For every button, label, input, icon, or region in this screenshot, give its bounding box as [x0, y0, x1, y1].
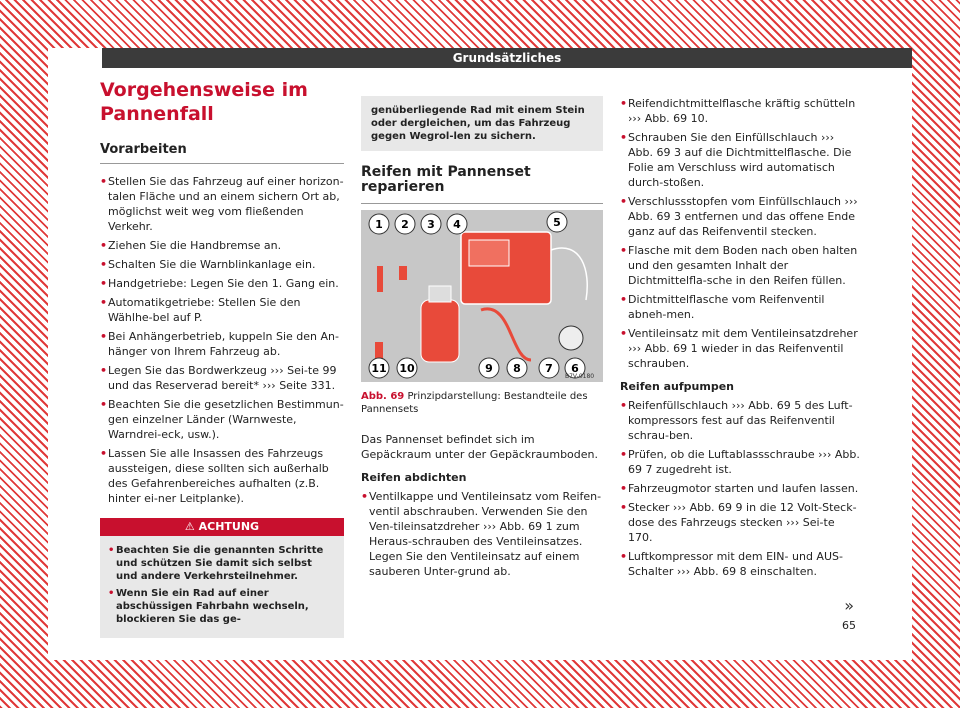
figure-label: 10 — [399, 362, 415, 375]
bullet-icon: • — [100, 239, 108, 252]
bullet-icon: • — [620, 97, 628, 110]
list-item: • Bei Anhängerbetrieb, kuppeln Sie den An-hänger von Ihrem Fahrzeug ab. — [100, 330, 339, 358]
bullet-icon: • — [620, 327, 628, 340]
figure-label: 7 — [545, 362, 553, 375]
bullet-icon: • — [620, 399, 628, 412]
bullet-icon: • — [620, 131, 628, 144]
figure-label: 4 — [453, 218, 461, 231]
list-item: • Luftkompressor mit dem EIN- und AUS-Schalter ››› Abb. 69 8 einschalten. — [620, 550, 843, 578]
figure-label: 5 — [553, 216, 561, 229]
bullet-icon: • — [100, 277, 108, 290]
figure-label: 2 — [401, 218, 409, 231]
list-item: • Fahrzeugmotor starten und laufen lassen. — [620, 482, 859, 495]
page-number: 65 — [842, 619, 856, 632]
list-item: • Beachten Sie die gesetzlichen Bestimmun-gen einzelner Länder (Warnweste, Warndrei-eck, usw.). — [100, 398, 344, 441]
column-3 — [620, 96, 860, 583]
list-item: • Stellen Sie das Fahrzeug auf einer horizon-talen Fläche und an einem sichern Ort ab, möglichst weit weg vom fließenden Verkehr. — [100, 175, 344, 233]
section-title: Reifen mit Pannenset reparieren — [361, 165, 603, 204]
bullet-icon: • — [620, 293, 628, 306]
list-item: • Lassen Sie alle Insassen des Fahrzeugs aussteigen, diese sollten sich außerhalb des Gefahrenbereiches aufhalten (z.B. hinter ei-ner Leitplanke). — [100, 447, 329, 505]
column-1 — [100, 78, 344, 638]
figure-code: B7V-0180 — [565, 373, 595, 380]
warning-icon: ⚠ — [184, 520, 199, 533]
bullet-icon: • — [620, 501, 628, 514]
list-item: • Wenn Sie ein Rad auf einer abschüssigen Fahrbahn wechseln, blockieren Sie das ge- — [108, 588, 309, 625]
list-item: • Automatikgetriebe: Stellen Sie den Wählhe-bel auf P. — [100, 296, 301, 324]
divider — [100, 163, 344, 164]
section-subtitle: Vorarbeiten — [100, 142, 187, 157]
list-item: • Ventilkappe und Ventileinsatz vom Reifen-ventil abschrauben. Verwenden Sie den Ven-tileinsatzdreher ››› Abb. 69 1 zum Heraus-schrauben des Ventileinsatzes. Legen Sie den Ventileinsatz auf einem sauberen Unter-grund ab. — [361, 490, 602, 578]
list-item: • Verschlussstopfen vom Einfüllschlauch ››› Abb. 69 3 entfernen und das offene Ende ganz auf das Reifenventil stecken. — [620, 195, 858, 238]
bullet-icon: • — [100, 398, 108, 411]
caption-text: Prinzipdarstellung: Bestandteile des Pannensets — [361, 391, 588, 415]
list-item: • Reifenfüllschlauch ››› Abb. 69 5 des Luft-kompressors fest auf das Reifenventil schrau-ben. — [620, 399, 853, 442]
column-2 — [361, 96, 603, 583]
figure-label: 11 — [371, 362, 387, 375]
list-item: • Schrauben Sie den Einfüllschlauch ››› Abb. 69 3 auf die Dichtmittelflasche. Die Folie am Verschluss wird automatisch durch-stoßen. — [620, 131, 852, 189]
list-item: • Reifendichtmittelflasche kräftig schütteln ››› Abb. 69 10. — [620, 97, 856, 125]
bullet-list — [100, 174, 344, 506]
figure-label: 6 — [571, 362, 579, 375]
list-item: • Ziehen Sie die Handbremse an. — [100, 239, 282, 252]
list-item: • Dichtmittelflasche vom Reifenventil abneh-men. — [620, 293, 825, 321]
bullet-icon: • — [620, 448, 628, 461]
subheading-aufpumpen: Reifen aufpumpen — [620, 380, 734, 393]
figure-label: 9 — [485, 362, 493, 375]
warning-box — [100, 536, 344, 638]
page-title: Vorgehensweise im Pannenfall — [100, 79, 308, 125]
page — [48, 48, 912, 660]
subheading-abdichten: Reifen abdichten — [361, 471, 467, 484]
bullet-icon: • — [620, 550, 628, 563]
list-item: • Schalten Sie die Warnblinkanlage ein. — [100, 258, 316, 271]
bullet-icon: • — [620, 195, 628, 208]
bullet-icon: • — [620, 244, 628, 257]
intro-text: Das Pannenset befindet sich im Gepäckraum unter der Gepäckraumboden. — [361, 433, 599, 461]
warning-header — [100, 518, 344, 536]
list-item: • Ventileinsatz mit dem Ventileinsatzdreher ››› Abb. 69 1 wieder in das Reifenventil schrauben. — [620, 327, 858, 370]
pannenset-illustration — [361, 210, 603, 382]
warning-continuation: genüberliegende Rad mit einem Stein oder dergleichen, um das Fahrzeug gegen Wegrol-len zu sichern. — [361, 96, 603, 151]
list-item: • Legen Sie das Bordwerkzeug ››› Sei-te 99 und das Reserverad bereit* ››› Seite 331. — [100, 364, 337, 392]
bullet-icon: • — [100, 330, 108, 343]
bullet-icon: • — [100, 364, 108, 377]
figure-pannenset — [361, 210, 603, 382]
warning-title: ACHTUNG — [198, 520, 260, 533]
figure-label: 1 — [375, 218, 383, 231]
continue-arrow: » — [844, 596, 854, 615]
caption-ref: Abb. 69 — [361, 391, 405, 402]
list-item: • Beachten Sie die genannten Schritte und schützen Sie damit sich selbst und andere Verkehrsteilnehmer. — [108, 545, 324, 582]
list-item: • Handgetriebe: Legen Sie den 1. Gang ein. — [100, 277, 339, 290]
list-item: • Flasche mit dem Boden nach oben halten und den gesamten Inhalt der Dichtmittelfla-sche in den Reifen füllen. — [620, 244, 858, 287]
figure-caption — [361, 390, 603, 416]
page-header: Grundsätzliches — [102, 48, 912, 68]
bullet-icon: • — [100, 258, 108, 271]
bullet-icon: • — [620, 482, 628, 495]
bullet-list — [620, 96, 860, 371]
bullet-icon: • — [100, 296, 108, 309]
bullet-icon: • — [100, 447, 108, 460]
bullet-icon: • — [100, 175, 108, 188]
bullet-list — [620, 398, 860, 579]
figure-label: 3 — [427, 218, 435, 231]
list-item: • Prüfen, ob die Luftablassschraube ››› Abb. 69 7 zugedreht ist. — [620, 448, 860, 476]
bullet-icon: • — [108, 588, 115, 599]
figure-label: 8 — [513, 362, 521, 375]
bullet-icon: • — [108, 545, 115, 556]
list-item: • Stecker ››› Abb. 69 9 in die 12 Volt-Steck-dose des Fahrzeugs stecken ››› Sei-te 170. — [620, 501, 857, 544]
bullet-icon: • — [361, 490, 369, 503]
